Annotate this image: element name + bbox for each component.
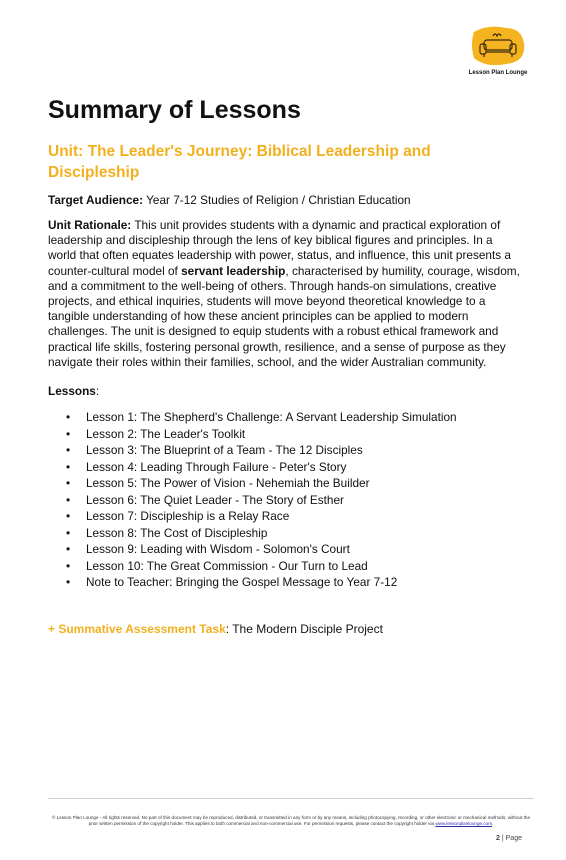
list-item [66, 426, 457, 443]
assessment-title: : The Modern Disciple Project [225, 622, 383, 636]
bullet-icon: • [66, 575, 71, 589]
page-number-value: 2 [496, 835, 500, 842]
list-item [66, 442, 457, 459]
lessons-label: Lessons [48, 384, 96, 398]
list-item [66, 525, 457, 542]
rationale-emphasis: servant leadership [181, 263, 286, 278]
copyright-text: © Lesson Plan Lounge - All rights reserved. No part of this document may be reproduced, distributed, or transmitted in any form or by any means, including photocopying, recording, or other electronic or mechanical methods, without the prior written permission of the copyright holder. This applies to both commercial and non-commercial use. For permission requests, please contact the copyright holder via [51, 815, 531, 826]
rationale-text: This unit provides students with a dynamic and practical exploration of leadership and discipleship through the lens of key biblical figures and principles. In a world that often equates leadership with power, status, and influence, this unit presents a counter-cultural model of [48, 218, 511, 278]
rationale-label: Unit Rationale: [48, 218, 132, 232]
target-audience [48, 193, 520, 208]
lesson-title: Lesson 8: The Cost of Discipleship [86, 525, 268, 540]
lesson-list [66, 409, 457, 591]
lesson-title: Lesson 3: The Blueprint of a Team - The 12 Disciples [86, 443, 363, 457]
sofa-icon [466, 22, 530, 70]
lesson-title: Lesson 10: The Great Commission - Our Turn to Lead [86, 558, 368, 573]
bullet-icon: • [66, 525, 71, 540]
page-separator: | [499, 835, 506, 842]
lesson-title: Lesson 5: The Power of Vision - Nehemiah the Builder [86, 476, 370, 490]
lesson-title: Lesson 7: Discipleship is a Relay Race [86, 509, 290, 523]
copyright-end: . [492, 821, 494, 826]
footer-divider [48, 798, 534, 799]
bullet-icon: • [66, 542, 71, 556]
rationale-text-continued: , characterised by humility, courage, wisdom, and a commitment to the well-being of others. Through hands-on simulations, creative projects, and ethical inquiries, students will move beyond theoretical knowledge to a tangible understanding of how these ancient principles can be applied to modern challenges. The unit is designed to equip students with a robust ethical framework and practical life skills, fostering personal growth, resilience, and a sense of purpose as they navigate their roles within their families, school, and the wider Australian community. [48, 263, 520, 369]
list-item [66, 475, 457, 492]
lesson-title: Lesson 6: The Quiet Leader - The Story of Esther [86, 492, 344, 507]
lesson-title: Lesson 4: Leading Through Failure - Peter's Story [86, 459, 347, 474]
website-link[interactable]: www.lessonplanlounge.com [435, 821, 493, 826]
bullet-icon: • [66, 459, 71, 474]
unit-title: Unit: The Leader's Journey: Biblical Leadership and Discipleship [48, 143, 431, 181]
bullet-icon: • [66, 509, 71, 523]
lesson-title: Lesson 2: The Leader's Toolkit [86, 426, 246, 441]
logo-text: Lesson Plan Lounge [468, 70, 528, 76]
bullet-icon: • [66, 476, 71, 490]
list-item [66, 574, 457, 591]
lessons-colon: : [95, 384, 100, 398]
footer-copyright [48, 815, 534, 827]
target-audience-value: Year 7-12 Studies of Religion / Christian Education [146, 193, 411, 207]
list-item [66, 409, 457, 426]
bullet-icon: • [66, 443, 71, 457]
page-title: Summary of Lessons [48, 96, 301, 124]
bullet-icon: • [66, 492, 71, 507]
page-number [496, 835, 522, 842]
bullet-icon: • [66, 558, 71, 573]
list-item [66, 558, 457, 575]
bullet-icon: • [66, 426, 71, 441]
list-item [66, 541, 457, 558]
lesson-title: Note to Teacher: Bringing the Gospel Message to Year 7-12 [86, 575, 398, 589]
lessons-heading [48, 384, 520, 399]
unit-rationale [48, 218, 520, 370]
lesson-title: Lesson 9: Leading with Wisdom - Solomon's Court [86, 542, 350, 556]
list-item [66, 459, 457, 476]
list-item [66, 508, 457, 525]
lesson-title: Lesson 1: The Shepherd's Challenge: A Servant Leadership Simulation [86, 410, 457, 424]
summative-assessment [48, 622, 383, 636]
target-audience-label: Target Audience: [48, 193, 144, 207]
list-item [66, 492, 457, 509]
bullet-icon: • [66, 410, 71, 424]
assessment-highlight: + Summative Assessment Task [48, 622, 226, 636]
page-word: Page [505, 835, 522, 842]
